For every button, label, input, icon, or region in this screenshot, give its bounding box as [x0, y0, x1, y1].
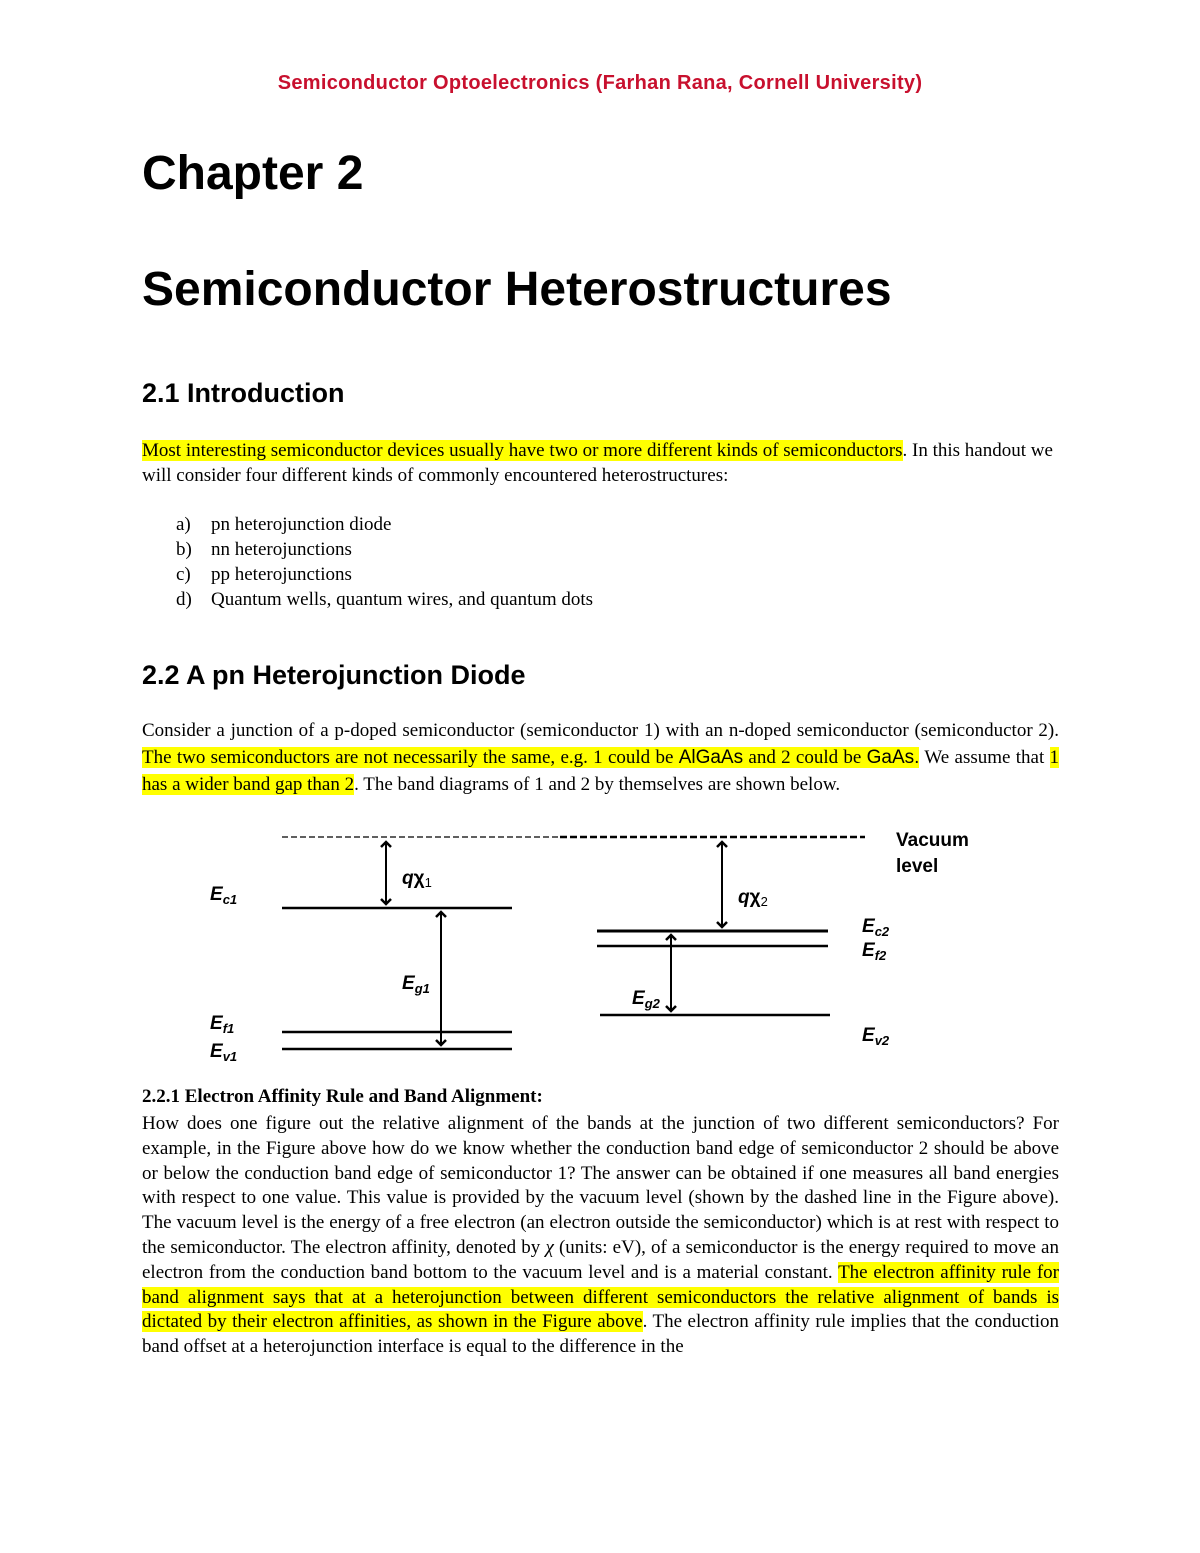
highlight-part: The two semiconductors are not necessarily the same, e.g. 1 could be	[142, 747, 679, 768]
list-item-text: nn heterojunctions	[211, 539, 352, 560]
paragraph-text: (units: eV), of a semiconductor is the energy required to move an electron from the conduction band bottom to the vacuum level and is a material constant.	[142, 1236, 1059, 1283]
section-heading-introduction: 2.1 Introduction	[142, 378, 345, 408]
ev1-label: $E_{v1}$	[210, 1041, 238, 1064]
chi-symbol: χ	[545, 1236, 554, 1258]
highlighted-text	[142, 747, 919, 768]
ec1-label: $E_{c1}$	[210, 884, 238, 907]
list-item-text: Quantum wells, quantum wires, and quantum dots	[211, 589, 594, 610]
ev2-label: $E_{v2}$	[862, 1025, 890, 1048]
list-item-text: pn heterojunction diode	[211, 514, 392, 535]
running-header: Semiconductor Optoelectronics (Farhan Rana, Cornell University)	[277, 72, 923, 94]
paragraph-text: Consider a junction of a p-doped semiconductor (semiconductor 1) with an n-doped semiconductor (semiconductor 2).	[142, 720, 1059, 741]
q-chi-1-label: qχ1	[402, 868, 432, 890]
highlighted-text: The electron affinity rule for band alignment says that at a heterojunction between different semiconductors the relative alignment of bands is dictated by their electron affinities, as shown in the Figure above	[142, 1261, 1060, 1333]
paragraph-text: How does one figure out the relative alignment of the bands at the junction of two different semiconductors? For example, in the Figure above how do we know whether the conduction band edge of semiconductor 2 should be above or below the conduction band edge of semiconductor 1? The answer can be obtained if one measures all band energies with respect to one value. This value is provided by the vacuum level (shown by the dashed line in the Figure above). The vacuum level is the energy of a free electron (an electron outside the semiconductor) which is at rest with respect to the semiconductor. The electron affinity, denoted by	[142, 1113, 1059, 1258]
q-chi-2-label: qχ2	[738, 887, 768, 909]
affinity-paragraph	[142, 1112, 1059, 1360]
pn-paragraph	[142, 717, 1059, 798]
vacuum-label-line2: level	[896, 856, 939, 877]
chapter-title: Semiconductor Heterostructures	[142, 263, 892, 316]
heterostructure-list	[176, 512, 593, 612]
chapter-label: Chapter 2	[142, 147, 364, 200]
section-heading-pn-diode: 2.2 A pn Heterojunction Diode	[142, 660, 526, 690]
eg1-label: $E_{g1}$	[402, 973, 430, 996]
highlight-part: and 2 could be	[743, 747, 867, 768]
list-item	[176, 587, 593, 612]
list-item-text: pp heterojunctions	[211, 564, 352, 585]
ec2-label: $E_{c2}$	[862, 916, 890, 939]
ef1-label: $E_{f1}$	[210, 1013, 235, 1036]
list-marker: c)	[176, 564, 191, 585]
paragraph-text: . The electron affinity rule implies that the conduction band offset at a heterojunction interface is equal to the difference in the	[142, 1311, 1059, 1358]
list-item	[176, 562, 593, 587]
paragraph-text: . In this handout we will consider four different kinds of commonly encountered heterostructures:	[142, 440, 1053, 486]
ef2-label: $E_{f2}$	[862, 940, 887, 963]
paragraph-text: . The band diagrams of 1 and 2 by themselves are shown below.	[354, 774, 841, 795]
list-item	[176, 537, 593, 562]
list-marker: d)	[176, 589, 192, 610]
material-name: GaAs.	[866, 747, 920, 768]
intro-paragraph	[142, 438, 1059, 488]
list-item	[176, 512, 593, 537]
highlighted-text: Most interesting semiconductor devices usually have two or more different kinds of semiconductors	[142, 440, 903, 461]
paragraph-text: We assume that	[919, 747, 1050, 768]
material-name: AlGaAs	[678, 747, 744, 768]
subsection-heading: 2.2.1 Electron Affinity Rule and Band Alignment:	[142, 1086, 543, 1107]
band-diagram	[190, 822, 1010, 1072]
highlighted-text: 1 has a wider band gap than 2	[142, 747, 1060, 795]
list-marker: a)	[176, 514, 191, 535]
vacuum-label-line1: Vacuum	[896, 830, 969, 851]
list-marker: b)	[176, 539, 192, 560]
eg2-label: $E_{g2}$	[632, 988, 660, 1011]
